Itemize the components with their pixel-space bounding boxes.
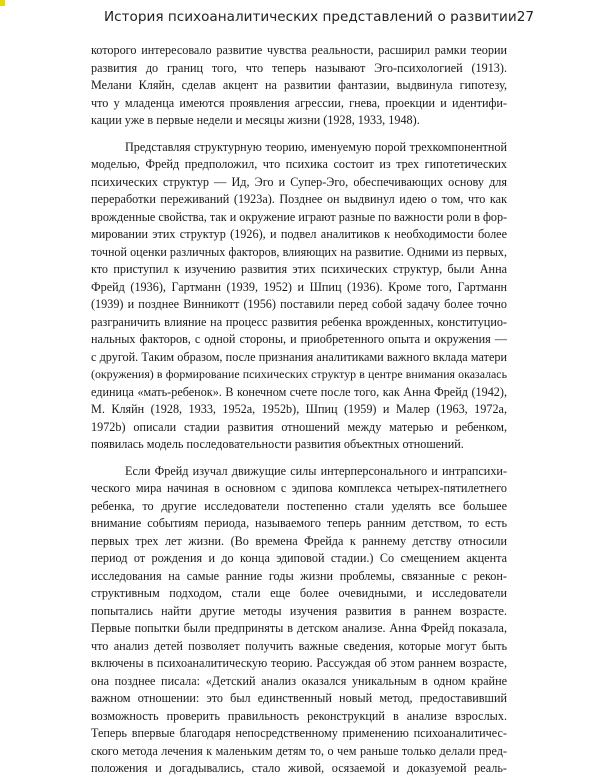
- text-line: моделью, Фрейд предположил, что психика состоит из трех гипотетических: [91, 157, 507, 171]
- text-line: Первые попытки были предприняты в детском анализе. Анна Фрейд показала,: [91, 621, 507, 635]
- paragraph-3: [91, 463, 507, 778]
- running-title: История психоаналитических представлений о развитии: [104, 9, 517, 25]
- text-line: Мелани Кляйн, сделав акцент на развитии фантазии, выдвинула гипотезу,: [91, 78, 507, 92]
- text-line: переработки переживаний (1923а). Позднее он выдвинул идею о том, что как: [91, 192, 507, 206]
- text-line: с другой. Таким образом, после признания аналитиками важного вклада матери: [91, 349, 507, 364]
- text-line: разграничить влияние на процесс развития ребенка врожденных, конституцио-: [91, 314, 507, 329]
- text-line: что у младенца имеются проявления агрессии, гнева, проекции и идентифи-: [91, 95, 507, 110]
- text-line: врожденные свойства, так и окружение играют разные по важности роли в фор-: [91, 209, 508, 224]
- text-line: попытались найти другие методы изучения развития в раннем возрасте.: [91, 603, 507, 618]
- text-line: Фрейд (1936), Гартманн (1939, 1952) и Шпиц (1936). Кроме того, Гартманн: [91, 279, 507, 294]
- text-line: Представляя структурную теорию, именуемую порой трехкомпонентной: [125, 139, 507, 154]
- text-line: что анализ детей позволяет получить важные сведения, которые могут быть: [91, 638, 507, 653]
- text-line: ческого мира начиная в основном с эдипова комплекса четырех-пятилетнего: [91, 481, 507, 495]
- text-line: кто приступил к изучению развития этих психических структур, были Анна: [91, 262, 507, 276]
- text-line: нальных факторов, с одной стороны, и приобретенного опыта и окружения —: [91, 332, 507, 346]
- text-line: внимание событиям периода, называемого теперь ранним детством, то есть: [91, 516, 507, 530]
- text-line: Если Фрейд изучал движущие силы интерперсонального и интрапсихи-: [125, 463, 507, 478]
- text-line: психических структур — Ид, Эго и Супер-Эго, обеспечивающих основу для: [91, 174, 507, 189]
- text-line: исследования на самые ранние годы жизни проблемы, связанные с рекон-: [91, 568, 507, 583]
- text-line: положения и догадывались, стало живой, осязаемой и доказуемой реаль-: [91, 761, 507, 775]
- text-line: точной оценки различных факторов, влияющих на развитие. Одними из первых,: [91, 244, 507, 259]
- text-line: развития до границ того, что теперь называют Эго-психологией (1913).: [91, 60, 507, 75]
- text-line: возможность проверить правильность реконструкций в анализе взрослых.: [91, 708, 507, 723]
- text-line: появилась модель последовательности развития объектных отношений.: [91, 437, 464, 451]
- text-line: которого интересовало развитие чувства реальности, расширил рамки теории: [91, 43, 507, 57]
- paragraph-2: [91, 139, 507, 454]
- page-number: 27: [516, 9, 535, 25]
- running-header: [104, 9, 535, 25]
- text-line: М. Кляйн (1928, 1933, 1952а, 1952b), Шпиц (1959) и Малер (1963, 1972а,: [91, 402, 507, 416]
- text-line: структивным подходом, стали еще более очевидными, и исследователи: [91, 586, 507, 600]
- text-line: Теперь впервые благодаря непосредственному применению психоаналитичес-: [91, 726, 507, 740]
- text-line: ского метода лечения к маленьким детям то, о чем раньше только делали пред-: [91, 743, 507, 758]
- text-line: единица «мать-ребенок». В конечном счете после того, как Анна Фрейд (1942),: [91, 384, 507, 399]
- text-line: мировании этих структур (1926), и подвел аналитиков к необходимости более: [91, 227, 507, 241]
- corner-mark: [0, 0, 5, 6]
- text-line: (1939) и позднее Винникотт (1956) поставили перед собой задачу более точно: [91, 297, 507, 311]
- text-line: 1972b) описали стадии развития отношений между матерью и ребенком,: [91, 419, 507, 434]
- text-line: важном отношении: это был единственный новый метод, предоставивший: [91, 691, 507, 705]
- text-line: кации уже в первые недели и месяцы жизни (1928, 1933, 1948).: [91, 113, 420, 127]
- text-body: [91, 42, 507, 778]
- text-line: ребенка, то другие исследователи постепенно стали уделять все большее: [91, 498, 507, 513]
- text-line: включены в психоаналитическую теорию. Рассуждая об этом раннем возрасте,: [91, 656, 507, 670]
- text-line: первых трех лет жизни. (Во времена Фрейда к раннему детству относили: [91, 533, 507, 548]
- paragraph-1: [91, 42, 507, 130]
- text-line: (окружения) в формирование психических структур в центре внимания оказалась: [91, 367, 507, 381]
- text-line: период от рождения и до конца эдиповой стадии.) Со смещением акцента: [91, 551, 507, 565]
- text-line: она позднее писала: «Детский анализ оказался уникальным в одном крайне: [91, 673, 507, 688]
